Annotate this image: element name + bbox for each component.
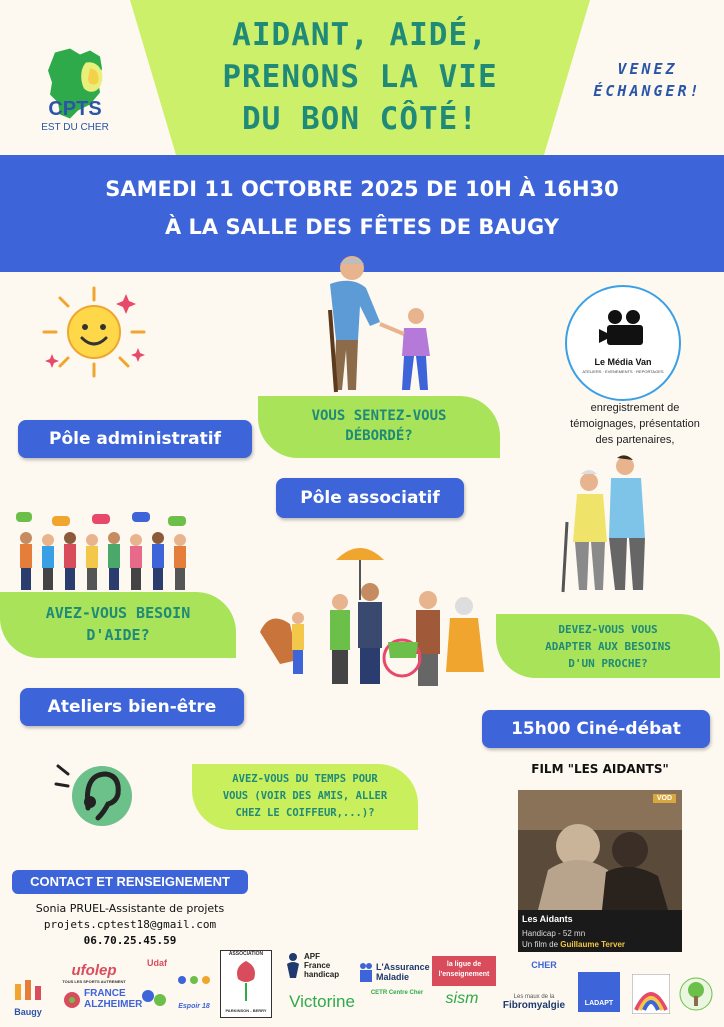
udaf-label: Udaf: [147, 958, 167, 968]
aide-line-2: D'AIDE?: [86, 626, 150, 644]
contact-phone[interactable]: 06.70.25.45.59: [83, 934, 177, 947]
cine-debat: 15h00 Ciné-débat: [482, 710, 710, 748]
venez-echanger: [585, 58, 710, 102]
deborde-line-2: DÉBORDÉ?: [345, 428, 413, 444]
logo-udaf: [140, 958, 174, 968]
title-line-2: PRENONS LA VIE: [222, 59, 498, 95]
logo-sism: sism: [445, 990, 479, 1007]
logo-cher: CHER: [531, 960, 557, 970]
family-walking-illustration: [250, 540, 490, 692]
rainbow-logo-icon: [632, 974, 670, 1014]
logo-baugy: [8, 976, 48, 1017]
logo-assurance-maladie: [358, 962, 430, 982]
media-van-tagline: ATELIERS · EVENEMENTS · REPORTAGES: [582, 369, 664, 374]
adapter-line-1: DEVEZ-VOUS VOUS: [558, 623, 658, 636]
poster-title: [175, 14, 545, 140]
question-adapter: [496, 614, 720, 678]
contact-person: Sonia PRUEL-Assistante de projets: [35, 902, 225, 915]
film-camera-icon: [597, 309, 653, 349]
title-line-3: DU BON CÔTÉ!: [242, 101, 478, 137]
alzheimer-flower-icon: [62, 990, 82, 1010]
logo-apf: [284, 952, 354, 979]
baugy-emblem-icon: [13, 976, 43, 1002]
ateliers-bien-etre: Ateliers bien-être: [20, 688, 244, 726]
media-van-name: Le Média Van: [594, 357, 652, 367]
vod-badge: VOD: [653, 794, 676, 803]
media-van-desc-2: témoignages, présentation: [570, 418, 700, 430]
logo-ladapt: LADAPT: [578, 972, 620, 1012]
film-meta: Handicap - 52 mn: [522, 929, 586, 938]
question-deborde: [258, 396, 500, 458]
header: [0, 0, 724, 155]
ligue-line-1: la ligue de: [446, 961, 482, 968]
film-name: Les Aidants: [522, 914, 573, 924]
les-pep-logo-icon: [140, 986, 168, 1012]
fibro-line-2: Fibromyalgie: [502, 1000, 566, 1011]
venez-line-2: ÉCHANGER!: [593, 82, 702, 100]
film-heading: FILM "LES AIDANTS": [531, 762, 669, 776]
tulip-icon: [226, 957, 266, 1003]
media-van-desc-1: enregistrement de: [590, 402, 680, 414]
question-aide: [0, 592, 236, 658]
date-line: SAMEDI 11 OCTOBRE 2025 DE 10H À 16H30: [105, 177, 619, 201]
apf-line-3: handicap: [304, 970, 340, 979]
assurance-line-2: Maladie: [376, 972, 410, 982]
ligue-line-2: l'enseignement: [438, 971, 490, 978]
temps-line-1: AVEZ-VOUS DU TEMPS POUR: [232, 773, 378, 785]
association-tree-logo-icon: [678, 976, 714, 1012]
film-credit: [522, 940, 625, 949]
alz-line-2: ALZHEIMER: [84, 999, 143, 1010]
ufolep-label: ufolep: [71, 962, 117, 979]
elder-walking-with-child-illustration: [300, 250, 440, 398]
logo-cetr: CETR Centre Cher: [370, 990, 424, 996]
logo-subtitle: EST DU CHER: [41, 122, 109, 133]
apf-figure-icon: [284, 952, 302, 978]
temps-line-3: CHEZ LE COIFFEUR,...)?: [235, 807, 375, 819]
logo-parkinson: [220, 950, 272, 1018]
ear-icon: [54, 756, 134, 834]
ufolep-sub: TOUS LES SPORTS AUTREMENT: [62, 979, 126, 984]
media-van-logo: [565, 285, 681, 401]
film-director: Guillaume Terver: [560, 940, 625, 949]
film-by-prefix: Un film de: [522, 940, 561, 949]
assurance-figures-icon: [358, 962, 374, 982]
alz-line-1: FRANCE: [84, 988, 126, 999]
deborde-line-1: VOUS SENTEZ-VOUS: [311, 408, 447, 424]
temps-line-2: VOUS (VOIR DES AMIS, ALLER: [222, 790, 388, 802]
espoir-label: Espoir 18: [178, 1003, 210, 1010]
crowd-with-speech-bubbles-illustration: [12, 510, 192, 594]
logo-fibromyalgie: [496, 994, 572, 1011]
apf-line-1: APF: [304, 952, 320, 961]
adapter-line-3: D'UN PROCHE?: [568, 657, 648, 670]
media-van-desc-3: des partenaires,: [595, 434, 675, 446]
caregiver-with-elder-illustration: [553, 452, 653, 594]
adapter-line-2: ADAPTER AUX BESOINS: [545, 640, 671, 653]
pole-associatif: Pôle associatif: [276, 478, 464, 518]
aide-line-1: AVEZ-VOUS BESOIN: [45, 604, 191, 622]
logo-ufolep: [56, 962, 132, 984]
parkinson-label: PARKINSON - BERRY: [225, 1008, 267, 1013]
apf-line-2: France: [304, 961, 331, 970]
venez-line-1: VENEZ: [617, 60, 678, 78]
smiling-sun-icon: [38, 282, 150, 382]
film-still-image: [518, 790, 682, 910]
contact-email[interactable]: projets.cptest18@gmail.com: [43, 918, 217, 931]
logo-espoir: [170, 974, 218, 1010]
assurance-line-1: L'Assurance: [376, 962, 430, 972]
logo-france-alzheimer: [58, 988, 143, 1010]
parkinson-assoc: ASSOCIATION: [228, 951, 264, 957]
media-van-description: [560, 400, 710, 448]
fibro-line-1: Les maux de la: [513, 994, 555, 1000]
logo-name: CPTS: [48, 98, 102, 120]
venue-line: À LA SALLE DES FÊTES DE BAUGY: [164, 215, 560, 239]
contact-heading: CONTACT ET RENSEIGNEMENT: [12, 870, 248, 894]
baugy-label: Baugy: [14, 1007, 42, 1017]
film-poster[interactable]: [518, 790, 682, 952]
logo-ligue-enseignement: [432, 956, 496, 986]
question-temps: [192, 764, 418, 830]
pole-administratif: Pôle administratif: [18, 420, 252, 458]
espoir-figures-icon: [174, 974, 214, 998]
logo-victorine: Victorine: [289, 992, 355, 1011]
title-line-1: AIDANT, AIDÉ,: [232, 17, 488, 53]
